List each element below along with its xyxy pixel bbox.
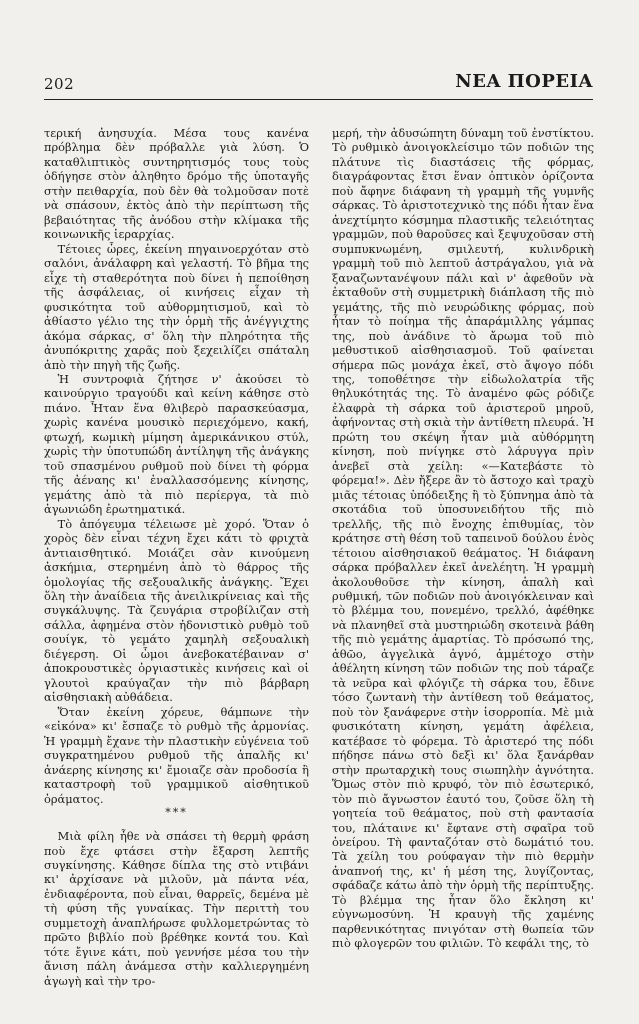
section-separator: *** bbox=[165, 806, 188, 820]
journal-title: ΝΕΑ ΠΟΡΕΙΑ bbox=[455, 71, 593, 92]
page-number: 202 bbox=[44, 75, 75, 93]
header-rule bbox=[44, 99, 593, 100]
paragraph: Τὸ ἀπόγευμα τέλειωσε μὲ χορό. Ὅταν ὁ χορὸς δὲν εἶναι τέχνη ἔχει κάτι τὸ φριχτὰ ἀντιαισθητικό. Μοιάζει σὰν κινούμενη ἀσκήμια, στερημένη ἀπὸ τὸ θάρρος τῆς ὁμολογίας τῆς σεξουαλικῆς ἀνάγκης. Ἔχει ὅλη τὴν ἀναίδεια τῆς ἀνειλικρίνειας καὶ τῆς συγκάλυψης. Τὰ ζευγάρια στροβίλιζαν στὴ σάλλα, ἀφημένα στὸν ἠδονιστικὸ ρυθμὸ τοῦ σουίγκ, τὸ γεμάτο χαμηλὴ σεξουαλικὴ διέγερση. Οἱ ὦμοι ἀνεβοκατέβαιναν σ' ἀποκρουστικὲς ὀργιαστικὲς κινήσεις καὶ οἱ γλουτοὶ κραύγαζαν τὴν πιὸ βάρβαρη αἰσθησιακὴ αὐθάδεια. bbox=[44, 516, 309, 705]
paragraph: Μιὰ φίλη ἦθε νὰ σπάσει τὴ θερμὴ φράση ποὺ ἔχε φτάσει στὴν ἔξαρση λεπτῆς συγκίνησης. Κάθησε δίπλα της στὸ ντιβάνι κι' ἀρχίσανε νὰ μιλοῦν, μὰ πάντα νέα, ἐνδιαφέροντα, ποὺ εἶναι, θαρρεῖς, δεμένα μὲ τὴ φύση τῆς γυναίκας. Τὴν περιττὴ του συμμετοχὴ ἀναπλήρωσε φυλλομετρώντας τὸ πρῶτο βιβλίο ποὺ βρέθηκε κοντά του. Καὶ τότε ἔγινε κάτι, ποὺ γεννήσε μέσα του τὴν ἄνιση πάλη ἀνάμεσα στὴν καλλιεργημένη ἀγωγὴ καὶ τὴν τρο- bbox=[44, 829, 309, 988]
right-column bbox=[332, 126, 594, 951]
page-header bbox=[44, 71, 593, 97]
paragraph: Ὅταν ἐκείνη χόρευε, θάμπωνε τὴν «εἰκόνα» κι' ἔσπαζε τὸ ρυθμὸ τῆς ἁρμονίας. Ἡ γραμμὴ ἔχανε τὴν πλαστικὴν εὐγένεια τοῦ συγκρατημένου ρυθμοῦ τῆς ἁπαλῆς κι' ἀνάερης κίνησης κι' ἔμοιαζε σὰν προδοσία ἢ καταστροφὴ τοῦ γραμμικοῦ αἰσθητικοῦ ὁράματος. bbox=[44, 704, 309, 806]
paragraph: μερή, τὴν ἀδυσώπητη δύναμη τοῦ ἐνστίκτου. Τὸ ρυθμικὸ ἀνοιγοκλείσιμο τῶν ποδιῶν της πλάτυνε τὶς διαστάσεις τῆς φόρμας, διαγράφοντας ἔτσι ἕναν ὀπτικὸν ὁρίζοντα ποὺ ἄφηνε διάφανη τὴ γραμμὴ τῆς γυμνῆς σάρκας. Τὸ ἀριστοτεχνικὸ της πόδι ἦταν ἕνα ἀνεχτίμητο κόσμημα πλαστικῆς τελειότητας γραμμῶν, ποὺ θαροῦσες καὶ ξεψυχοῦσαν στὴ συμπυκνωμένη, σμιλευτή, κυλινδρικὴ γραμμὴ τοῦ πιὸ λεπτοῦ ἀστράγαλου, γιὰ νὰ ξαναζωντανέψουν πάλι καὶ ν' ἀφεθοῦν νὰ ἐκταθοῦν στὴ συμμετρικὴ διάπλαση τῆς πιὸ γεμάτης, τῆς πιὸ νευρώδικης φόρμας, ποὺ ἦταν τὸ ποίημα τῆς ἀπαράμιλλης γάμπας της, ποὺ ἀνάδινε τὸ ἄρωμα τοῦ πιὸ μεθυστικοῦ αἰσθησιασμοῦ. Τοῦ φαίνεται σήμερα πῶς μονάχα ἐκεῖ, στὸ ἄψογο πόδι της, τοποθέτησε τὴν εἰδωλολατρία τῆς θηλυκότητάς της. Τὸ ἀναμένο φῶς ρόδιζε ἐλαφρὰ τὴ σάρκα τοῦ ἀριστεροῦ μηροῦ, ἀφήνοντας στὴ σκιὰ τὴν ἀντίθετη πλευρά. Ἡ πρώτη του σκέψη ἦταν μιὰ αὐθόρμητη κίνηση, ποὺ πνίγηκε στὸ λάρυγγα πρὶν ἀνεβεῖ στὰ χείλη: «—Κατεβάστε τὸ φόρεμα!». Δὲν ἤξερε ἂν τὸ ἄστοχο καὶ τραχὺ μιᾶς τέτοιας ὑπόδειξης ἢ τὸ ξύπνημα ἀπὸ τὰ σκοτάδια τοῦ ὑποσυνειδήτου τῆς πιὸ τρελλῆς, τῆς πιὸ ἔνοχης ἐπιθυμίας, τὸν κράτησε στὴ θέση τοῦ ταπεινοῦ δούλου ἑνὸς τέτοιου αἰσθησιακοῦ θεάματος. Ἡ διάφανη σάρκα πρόβαλλεν ἐκεῖ ἀνελέητη. Ἡ γραμμὴ ἀκολουθοῦσε τὴν κίνηση, ἁπαλὴ καὶ ρυθμική, τῶν ποδιῶν ποὺ ἀνοιγόκλειναν καὶ τὸ βλέμμα του, πονεμένο, τρελλό, ἀφέθηκε νὰ πλανηθεῖ στὰ μυστηριώδη σκοτεινὰ βάθη τῆς πιὸ γεμάτης ἁμαρτίας. Τὸ πρόσωπό της, ἁθῶο, ἀγγελικὰ ἁγνό, ἀμμέτοχο στὴν ἀθέλητη κίνηση τῶν ποδιῶν της ποὺ τάραζε τὰ νεῦρα καὶ φλόγιζε τὴ σάρκα του, ἔδινε τόσο ζωντανὴ τὴν ἀντίθεση τοῦ θεάματος, ποὺ τὸν ξανάφερνε στὴν ἰσορροπία. Μὲ μιὰ φυσικότατη κίνηση, γεμάτη ἀφέλεια, κατέβασε τὸ φόρεμα. Τὸ ἀριστερό της πόδι πήδησε πάνω στὸ δεξὶ κι' ὅλα ξανάρθαν στὴν πρωταρχικὴ τους σιωπηλὴν ἁγνότητα. Ὅμως στὸν πιὸ κρυφό, τὸν πιὸ ἐσωτερικό, τὸν πιὸ ἄγνωστον ἑαυτό του, ζοῦσε ὅλη τὴ γοητεία τοῦ θεάματος, ποὺ στὴ φαντασία του, πλάταινε κι' ἔφτανε στὴ σφαῖρα τοῦ ὀνείρου. Τὴ φανταζόταν στὸ δωμάτιό του. Τὰ χείλη του ρούφαγαν τὴν πιὸ θερμὴν ἀναπνοή της, κι' ἡ μέση της, λυγίζοντας, σφάδαζε κάτω ἀπὸ τὴν ὁρμὴ τῆς περίπτυξης. Τὸ βλέμμα της ἦταν ὅλο ἔκληση κι' εὐγνωμοσύνη. Ἡ κραυγὴ τῆς χαμένης παρθενικότητας πνιγόταν στὴ θωπεία τῶν πιὸ φλογερῶν του φιλιῶν. Τὸ κεφάλι της, τὸ bbox=[332, 126, 594, 951]
left-column bbox=[44, 126, 309, 988]
paragraph: Τέτοιες ὧρες, ἐκείνη πηγαινοερχόταν στὸ σαλόνι, ἀνάλαφρη καὶ γελαστή. Τὸ βῆμα της εἶχε τὴ σταθερότητα ποὺ δίνει ἡ πεποίθηση τῆς ἀσφάλειας, οἱ κινήσεις εἶχαν τὴ φυσικότητα τοῦ αὐθορμητισμοῦ, καὶ τὸ ἀθίαστο γέλιο της τὴν ὁρμὴ τῆς ἀνέγγιχτης ἀκόμα σάρκας, σ' ὅλη τὴν πληρότητα τῆς ἀνυπόκριτης χαρᾶς ποὺ ξεχειλίζει σπάταλη ἀπὸ τὴν πηγὴ τῆς ζωῆς. bbox=[44, 241, 309, 372]
paragraph: Ἡ συντροφιὰ ζήτησε ν' ἀκούσει τὸ καινούργιο τραγούδι καὶ κείνη κάθησε στὸ πιάνο. Ἦταν ἕνα θλιβερὸ παρασκεύασμα, χωρὶς κανένα μουσικὸ περιεχόμενο, κακή, φτωχή, κωμικὴ μίμηση ἀμερικάνικου στύλ, χωρὶς τὴν ὑποτυπώδη ἀντίληψη τῆς ἀνάγκης τοῦ σπασμένου ρυθμοῦ ποὺ δίνει τὴ φόρμα τῆς ἀέναης κι' ἐναλλασσόμενης κίνησης, γεμάτης ἀπὸ τὰ πιὸ περίεργα, τὰ πιὸ ἀγωνιώδη ἐρωτηματικά. bbox=[44, 371, 309, 517]
paragraph: τερική ἀνησυχία. Μέσα τους κανένα πρόβλημα δὲν πρόβαλλε γιὰ λύση. Ὁ καταθλιπτικὸς συντηρητισμός τους τοὺς ὁδήγησε στὸν ἀληθητο δρόμο τῆς ὑποταγῆς στὴν πειθαρχία, ποὺ δὲν θὰ τολμοῦσαν ποτὲ νὰ σπάσουν, ἐκτὸς ἀπὸ τὴν περίπτωση τῆς βεβαιότητας τῆς ἀνόδου στὴν κλίμακα τῆς κοινωνικῆς ἱεραρχίας. bbox=[44, 126, 309, 242]
